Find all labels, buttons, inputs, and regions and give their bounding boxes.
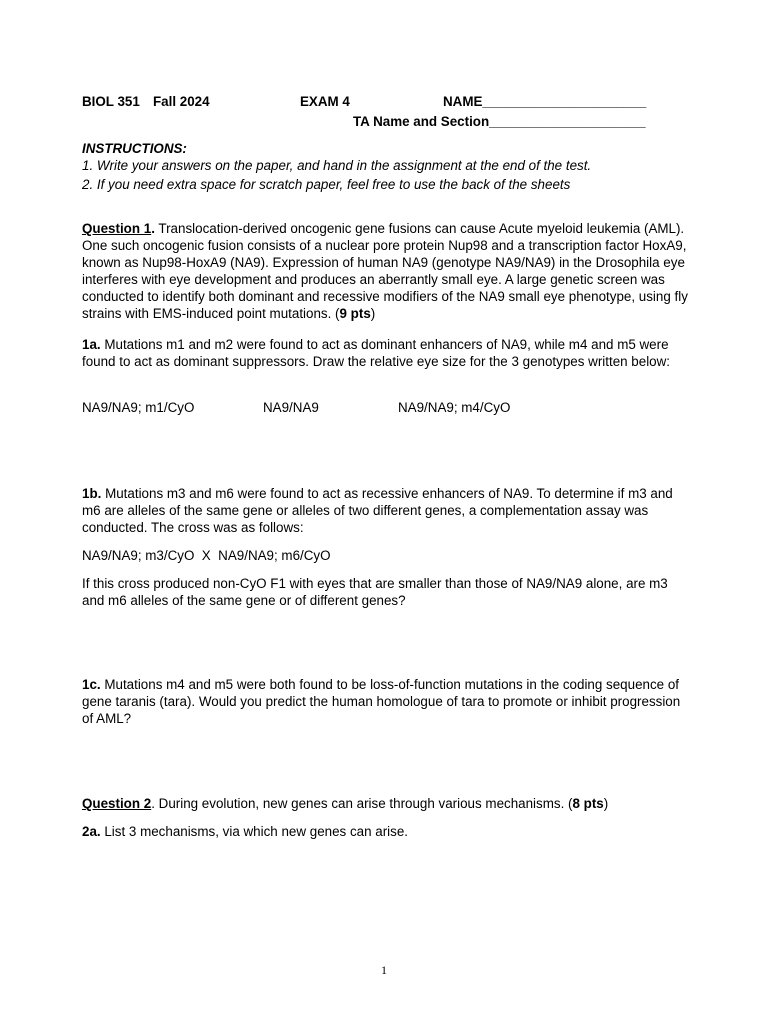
question-1b-label: 1b. — [82, 486, 102, 501]
question-1-points: 9 pts — [339, 306, 371, 321]
page-number: 1 — [381, 963, 387, 977]
question-1b — [82, 485, 692, 536]
question-1-text: Translocation-derived oncogenic gene fusions can cause Acute myeloid leukemia (AML). One such oncogenic fusion consists of a nuclear pore protein Nup98 and a transcription factor HoxA9, known as Nup98-HoxA9 (NA9). Expression of human NA9 (genotype NA9/NA9) in the Drosophila eye interferes with eye development and produces an aberrantly small eye. A large genetic screen was conducted to identify both dominant and recessive modifiers of the NA9 small eye phenotype, using fly strains with EMS-induced point mutations. ( — [82, 221, 688, 321]
name-field[interactable]: NAME______________________ — [443, 94, 647, 109]
cross-line: NA9/NA9; m3/CyO X NA9/NA9; m6/CyO — [82, 548, 331, 563]
question-1a — [82, 336, 692, 370]
question-1a-label: 1a. — [82, 337, 101, 352]
genotype-3: NA9/NA9; m4/CyO — [398, 400, 511, 415]
question-2a-label: 2a. — [82, 824, 101, 839]
question-1b-question — [82, 575, 692, 609]
question-1-points-close: ) — [370, 306, 376, 321]
term: Fall 2024 — [153, 94, 210, 109]
question-1-label: Question 1 — [82, 221, 152, 236]
question-1c-text: Mutations m4 and m5 were both found to be loss-of-function mutations in the coding sequence of gene taranis (tara). Would you predict the human homologue of tara to promote or inhibit progression of AML? — [82, 677, 681, 726]
instructions-line-1: 1. Write your answers on the paper, and hand in the assignment at the end of the test. — [82, 158, 592, 173]
instructions-line-2: 2. If you need extra space for scratch paper, feel free to use the back of the sheets — [82, 177, 571, 192]
instructions-title: INSTRUCTIONS: — [82, 141, 187, 156]
question-1b-text: Mutations m3 and m6 were found to act as recessive enhancers of NA9. To determine if m3 and m6 are alleles of the same gene or alleles of two different genes, a complementation assay was conducted. The cross was as follows: — [82, 486, 673, 535]
question-2 — [82, 795, 692, 812]
question-1-label-suffix: . — [151, 221, 155, 236]
question-2-label: Question 2 — [82, 796, 152, 811]
question-1 — [82, 220, 692, 322]
question-2-points: 8 pts — [572, 796, 604, 811]
question-1a-text: Mutations m1 and m2 were found to act as dominant enhancers of NA9, while m4 and m5 were found to act as dominant suppressors. Draw the relative eye size for the 3 genotypes written below: — [82, 337, 671, 369]
ta-field[interactable]: TA Name and Section_____________________ — [353, 114, 646, 129]
genotype-1: NA9/NA9; m1/CyO — [82, 400, 195, 415]
question-1b-question-text: If this cross produced non-CyO F1 with eyes that are smaller than those of NA9/NA9 alone, are m3 and m6 alleles of the same gene or of different genes? — [82, 576, 668, 608]
question-2a — [82, 823, 692, 840]
question-2a-text: List 3 mechanisms, via which new genes can arise. — [100, 824, 409, 839]
question-1c-label: 1c. — [82, 677, 101, 692]
course-code: BIOL 351 — [82, 94, 140, 109]
exam-title: EXAM 4 — [300, 94, 350, 109]
genotype-2: NA9/NA9 — [263, 400, 319, 415]
question-2-points-close: ) — [603, 796, 609, 811]
question-2-text: . During evolution, new genes can arise through various mechanisms. ( — [151, 796, 573, 811]
question-1c — [82, 676, 692, 727]
